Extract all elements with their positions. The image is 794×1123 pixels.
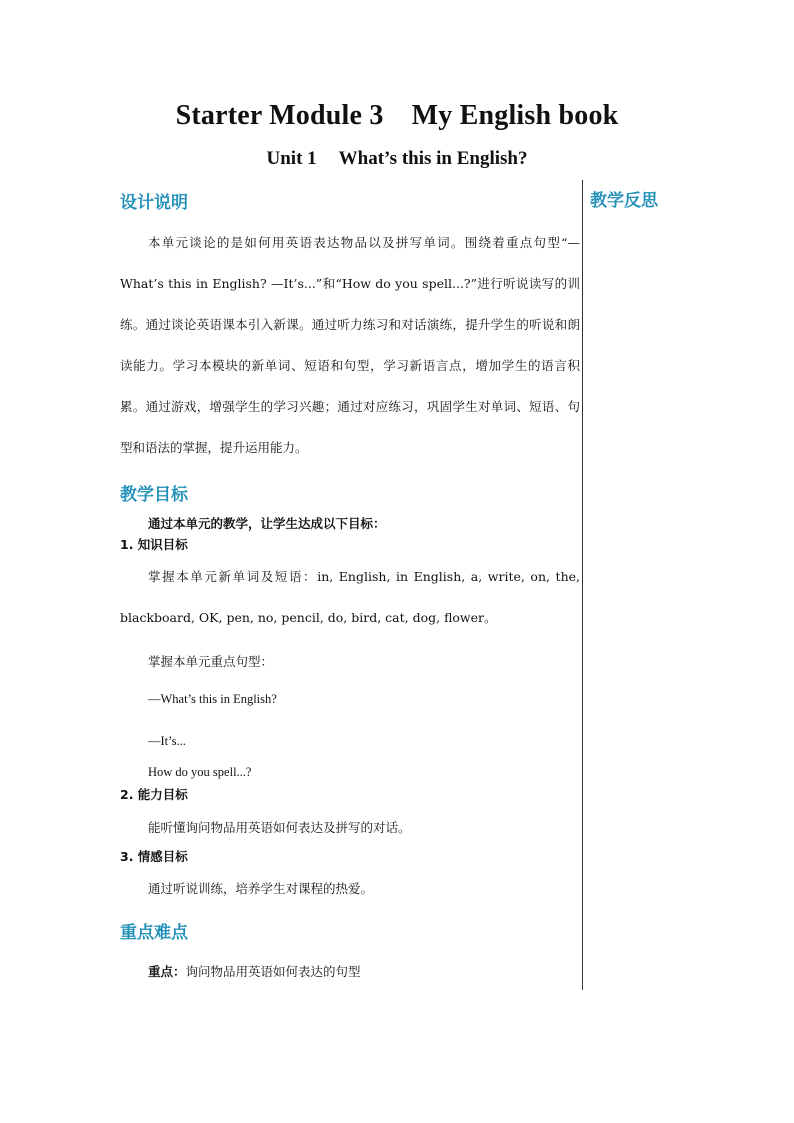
unit-number: Unit 1: [266, 148, 317, 169]
emotion-title: 3. 情感目标: [120, 849, 188, 864]
knowledge-text: 掌握本单元新单词及短语：in, English, in English, a, write, on, the, blackboard, OK, pen, no, pencil, do, bird, cat, dog, flower。: [120, 569, 580, 625]
key-label: 重点：: [148, 964, 186, 979]
ability-title: 2. 能力目标: [120, 787, 188, 802]
key-line: [120, 962, 608, 980]
reflection-heading: 教学反思: [590, 191, 658, 211]
unit-name: What’s this in English?: [338, 148, 528, 169]
design-paragraph: 本单元谈论的是如何用英语表达物品以及拼写单词。围绕着重点句型“—What’s this in English? —It’s...”和“How do you spell...?”进行听说读写的训练。通过谈论英语课本引入新课。通过听力练习和对话演练，提升学生的听说和朗读能力。学习本模块的新单词、短语和句型，学习新语言点，增加学生的语言积累。通过游戏，增强学生的学习兴趣；通过对应练习，巩固学生对单词、短语、句型和语法的掌握，提升运用能力。: [120, 235, 580, 455]
page-title: [0, 100, 794, 132]
pattern-1: —What’s this in English?: [148, 692, 277, 706]
key-heading: 重点难点: [120, 923, 188, 943]
title-module: Starter Module 3: [175, 100, 384, 131]
pattern-2: —It’s...: [148, 734, 186, 748]
unit-title: [0, 148, 794, 170]
knowledge-title: 1. 知识目标: [120, 537, 188, 552]
ability-text: 能听懂询问物品用英语如何表达及拼写的对话。: [148, 820, 411, 835]
emotion-text: 通过听说训练，培养学生对课程的热爱。: [148, 881, 374, 896]
goals-intro: 通过本单元的教学，让学生达成以下目标：: [148, 516, 386, 531]
column-divider: [582, 180, 583, 990]
pattern-intro: 掌握本单元重点句型：: [148, 654, 274, 669]
title-book: My English book: [411, 100, 619, 131]
pattern-3: How do you spell...?: [148, 765, 252, 779]
design-heading: 设计说明: [120, 193, 188, 213]
goals-heading: 教学目标: [120, 485, 188, 505]
key-text: 询问物品用英语如何表达的句型: [185, 964, 361, 979]
